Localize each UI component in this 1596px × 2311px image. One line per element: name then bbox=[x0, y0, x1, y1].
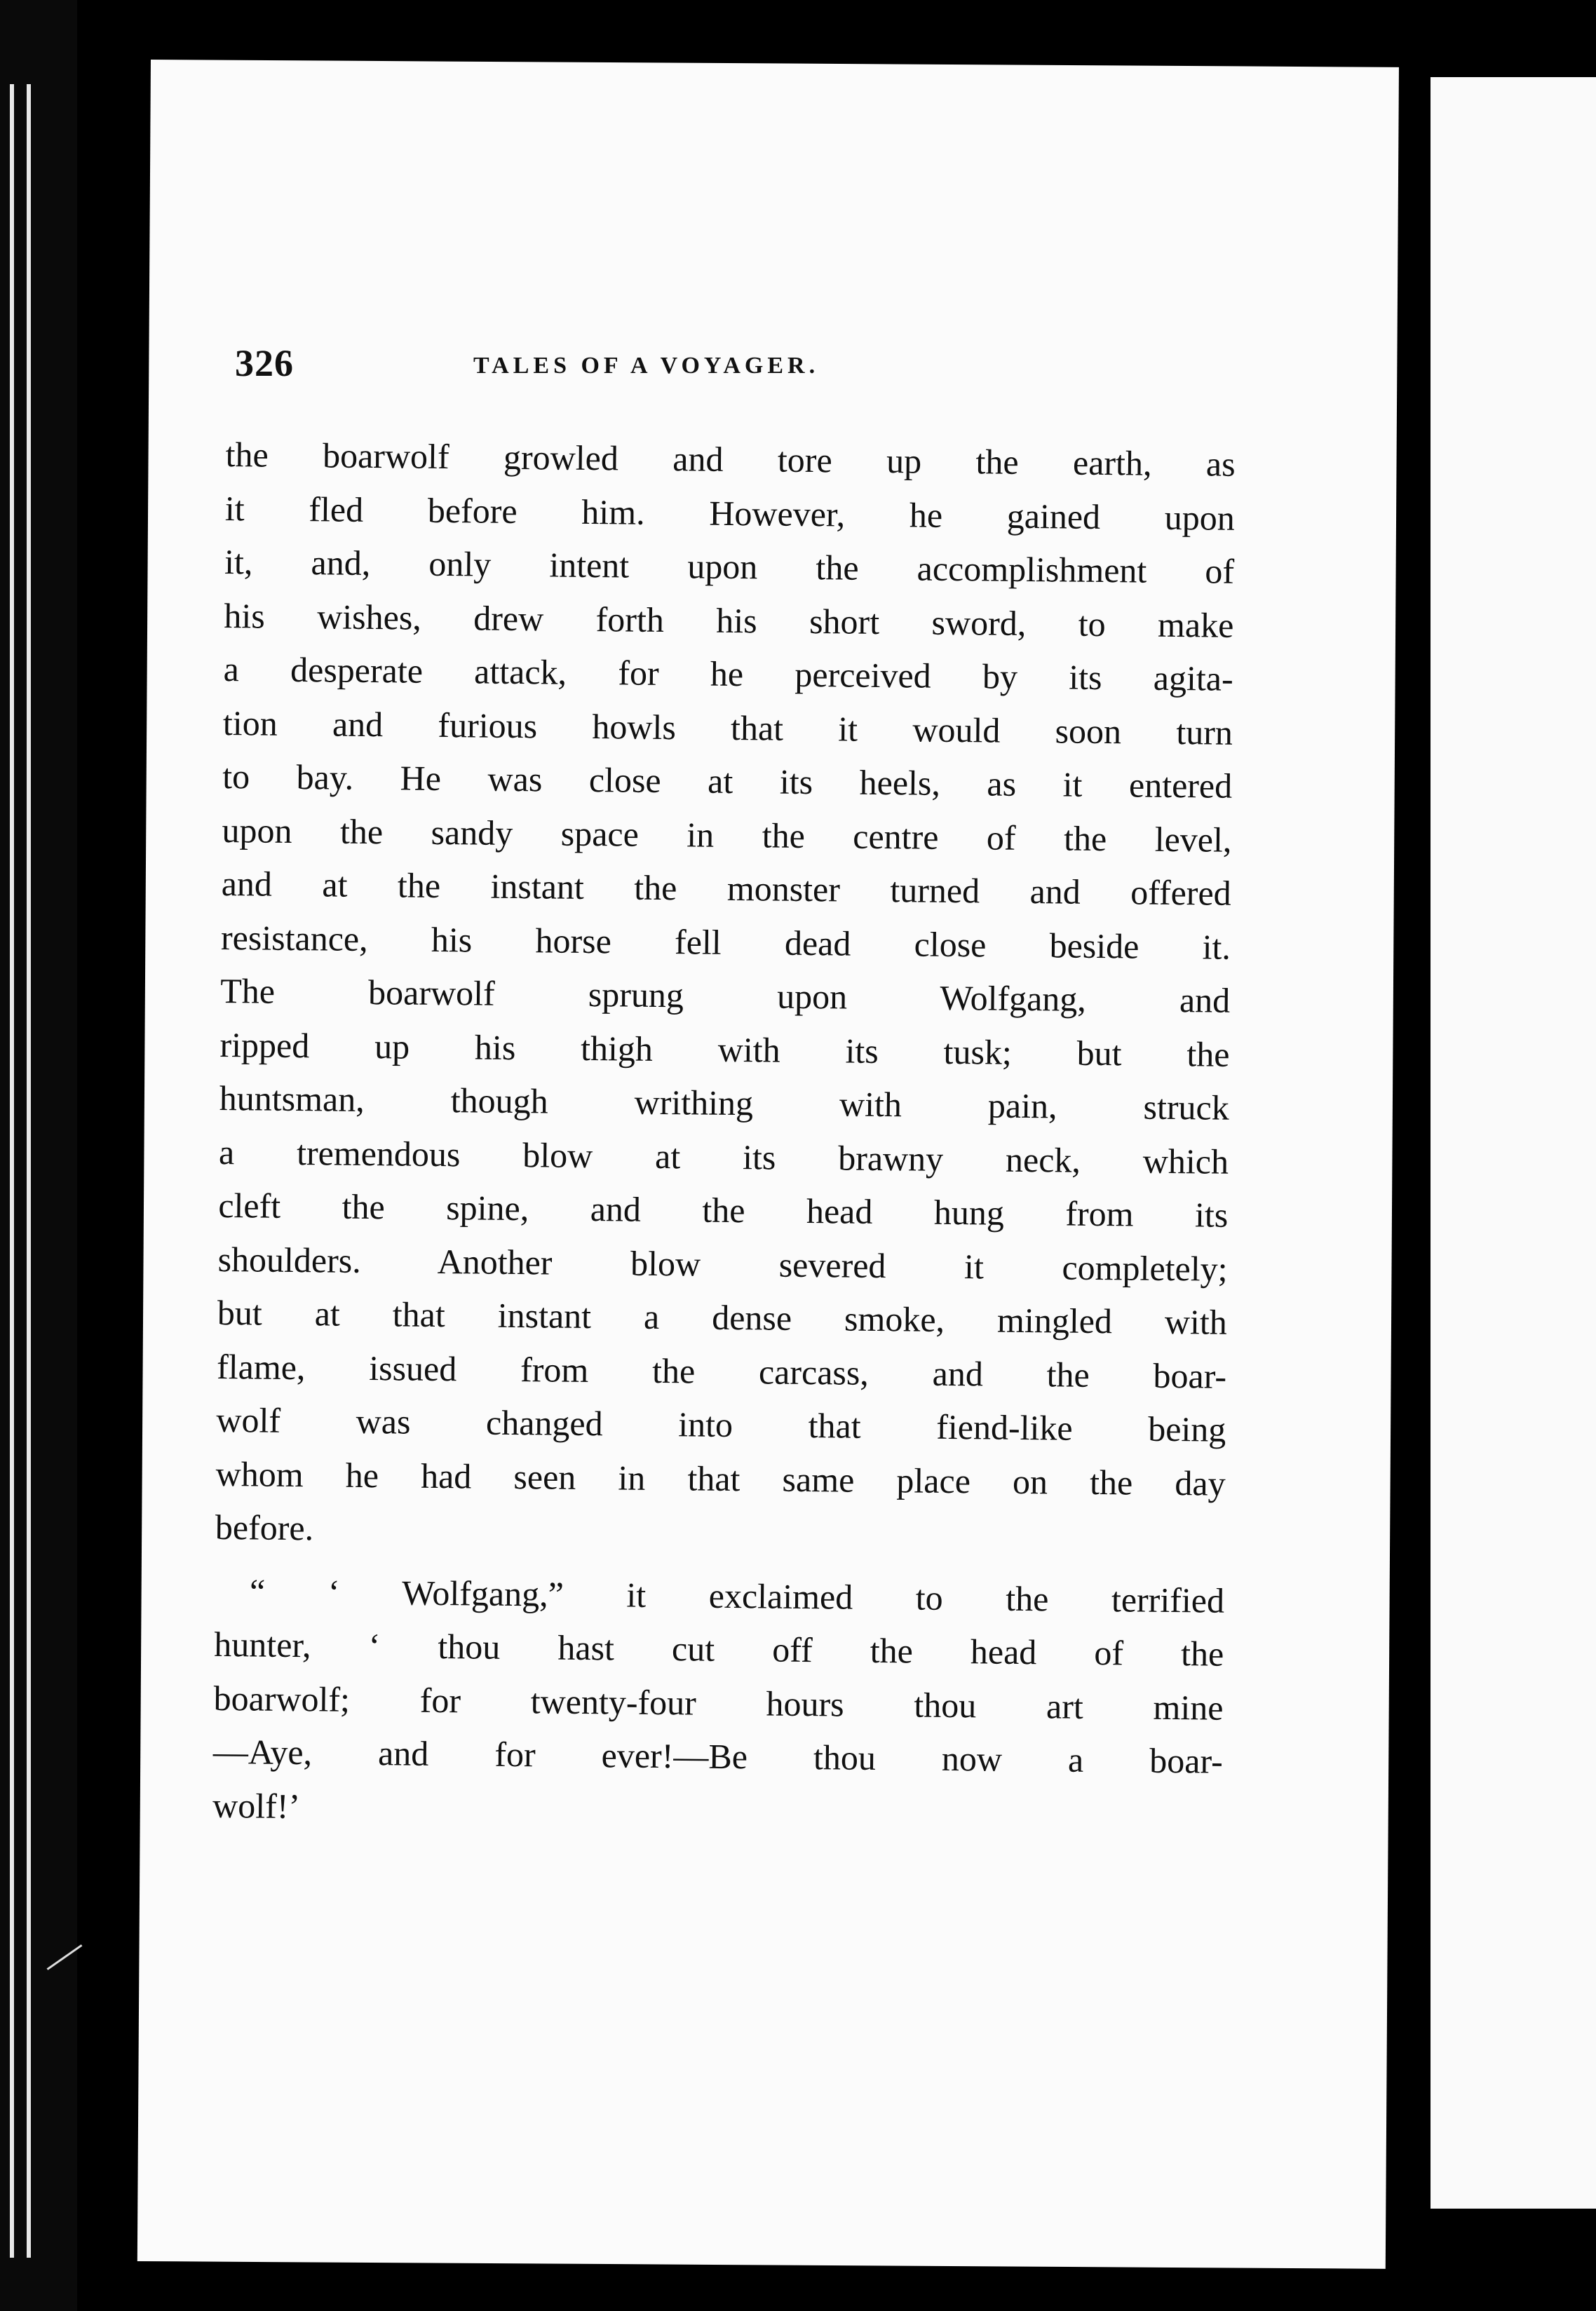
text-line: before. bbox=[215, 1507, 314, 1548]
page-edge-line bbox=[27, 84, 31, 2258]
text-line: tion and furious howls that it would soon turn bbox=[222, 703, 1233, 752]
text-line: upon the sandy space in the centre of the level, bbox=[222, 810, 1232, 860]
text-line: it, and, only intent upon the accomplishment of bbox=[224, 541, 1235, 591]
body-text bbox=[212, 428, 1236, 1842]
text-line: and at the instant the monster turned and offered bbox=[221, 863, 1231, 913]
text-line: the boarwolf growled and tore up the earth, as bbox=[225, 434, 1236, 484]
text-line: a tremendous blow at its brawny neck, which bbox=[218, 1132, 1229, 1181]
text-line: flame, issued from the carcass, and the boar- bbox=[216, 1346, 1227, 1396]
paragraph bbox=[212, 1564, 1225, 1841]
text-line: his wishes, drew forth his short sword, to make bbox=[224, 595, 1234, 645]
text-line: but at that instant a dense smoke, mingled with bbox=[217, 1292, 1228, 1342]
text-line: shoulders. Another blow severed it completely; bbox=[217, 1239, 1228, 1289]
text-line: it fled before him. However, he gained upon bbox=[224, 488, 1236, 538]
text-line: “ ‘ Wolfgang,” it exclaimed to the terrified bbox=[249, 1571, 1225, 1620]
facing-page-edge bbox=[1431, 77, 1596, 2209]
text-line: wolf!’ bbox=[212, 1785, 301, 1826]
text-line: ripped up his thigh with its tusk; but the bbox=[219, 1024, 1230, 1074]
text-line: a desperate attack, for he perceived by its agita- bbox=[223, 649, 1233, 698]
page-edge-line bbox=[10, 84, 14, 2258]
text-line: cleft the spine, and the head hung from its bbox=[218, 1185, 1229, 1235]
page-number: 326 bbox=[235, 342, 294, 384]
running-head: TALES OF A VOYAGER. bbox=[473, 353, 820, 379]
text-line: to bay. He was close at its heels, as it entered bbox=[222, 756, 1233, 806]
text-line: hunter, ‘ thou hast cut off the head of the bbox=[214, 1624, 1224, 1674]
left-page-edge bbox=[0, 0, 77, 2311]
text-line: —Aye, and for ever!—Be thou now a boar- bbox=[212, 1731, 1224, 1781]
text-line: huntsman, though writhing with pain, struck bbox=[219, 1078, 1230, 1127]
book-gutter bbox=[1406, 67, 1426, 2212]
text-line: wolf was changed into that fiend-like being bbox=[216, 1400, 1226, 1449]
paragraph bbox=[215, 428, 1236, 1564]
text-line: whom he had seen in that same place on the day bbox=[215, 1453, 1226, 1503]
text-line: The boarwolf sprung upon Wolfgang, and bbox=[220, 970, 1231, 1020]
text-line: resistance, his horse fell dead close beside it. bbox=[220, 917, 1231, 967]
page-header bbox=[235, 341, 1224, 398]
text-line: boarwolf; for twenty-four hours thou art mine bbox=[213, 1678, 1224, 1728]
